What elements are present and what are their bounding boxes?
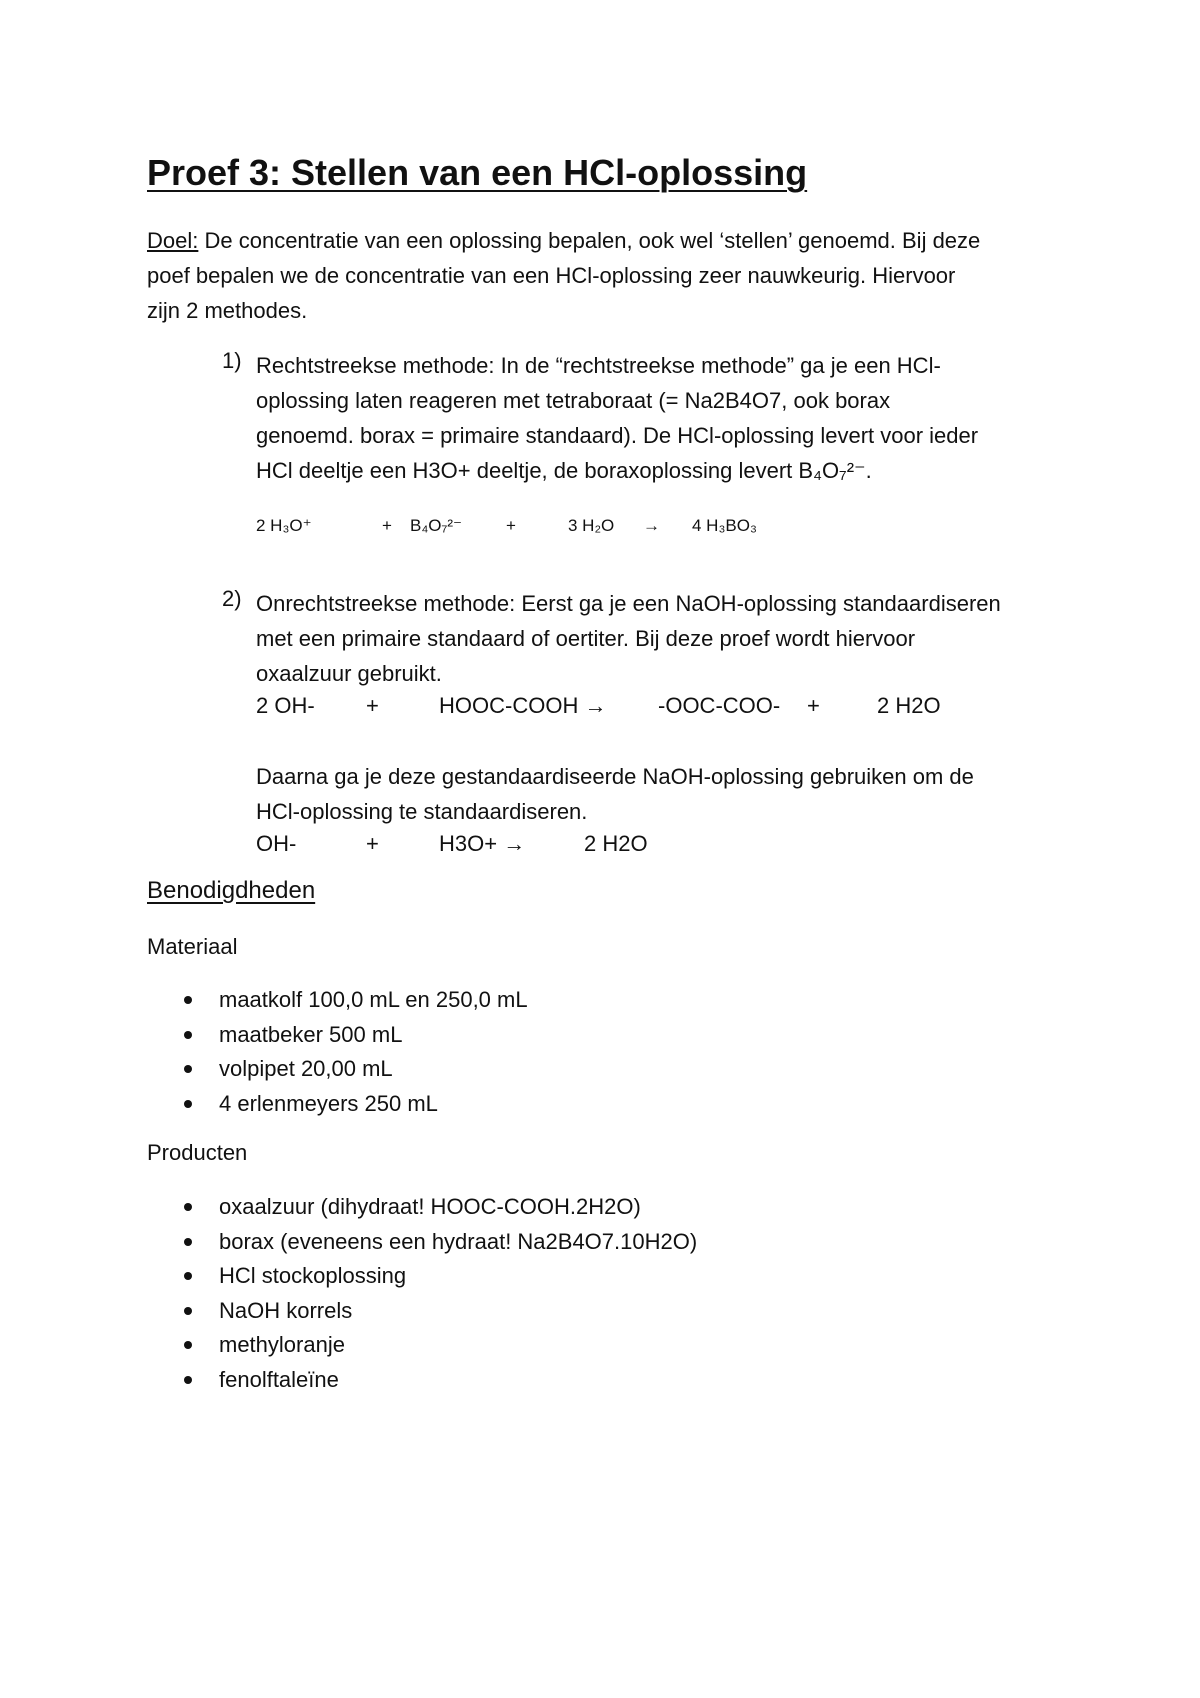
method2-followup-line-1: Daarna ga je deze gestandaardiseerde NaOH-oplossing gebruiken om de [256,764,974,789]
method1-line-1: Rechtstreekse methode: In de “rechtstreekse methode” ga je een HCl- [256,353,941,378]
method1-line-2: oplossing laten reageren met tetraboraat (= Na2B4O7, ook borax [256,388,891,413]
list-item: volpipet 20,00 mL [147,1052,528,1087]
eq2-term-3: -OOC-COO- [658,693,781,718]
method2-number: 2) [222,586,242,611]
method2-line-2: met een primaire standaard of oertiter. Bij deze proef wordt hiervoor [256,626,916,651]
eq1-term-2: B₄O₇²⁻ [410,516,462,535]
equation-oxalic [256,693,1076,723]
benodigdheden-heading: Benodigdheden [147,877,316,904]
list-item: borax (eveneens een hydraat! Na2B4O7.10H2O) [147,1225,697,1260]
eq1-term-3: 3 H₂O [568,516,615,535]
equation-neutralisation [256,831,1076,861]
materiaal-list [147,983,528,1121]
eq1-term-4: 4 H₃BO₃ [692,516,757,535]
eq3-term-3: 2 H2O [584,831,648,856]
producten-list [147,1190,697,1397]
doel-line-3: zijn 2 methodes. [147,298,308,323]
list-item: fenolftaleïne [147,1363,697,1398]
eq2-plus-1: + [366,693,379,718]
method1-line-3: genoemd. borax = primaire standaard). De HCl-oplossing levert voor ieder [256,423,979,448]
eq1-arrow: → [643,516,660,535]
method1-line-4: HCl deeltje een H3O+ deeltje, de boraxoplossing levert B₄O₇²⁻. [256,458,872,483]
list-item: oxaalzuur (dihydraat! HOOC-COOH.2H2O) [147,1190,697,1225]
method2-line-1: Onrechtstreekse methode: Eerst ga je een NaOH-oplossing standaardiseren [256,591,1001,616]
doel-paragraph [147,223,1067,328]
doel-line-1 [147,223,1067,258]
list-item: maatkolf 100,0 mL en 250,0 mL [147,983,528,1018]
eq2-term-2: HOOC-COOH → [439,693,607,718]
doel-line-2: poef bepalen we de concentratie van een HCl-oplossing zeer nauwkeurig. Hiervoor [147,263,956,288]
method2-followup-line-2: HCl-oplossing te standaardiseren. [256,799,588,824]
method2-line-3: oxaalzuur gebruikt. [256,661,442,686]
eq2-plus-2: + [807,693,820,718]
doel-text-1: De concentratie van een oplossing bepalen, ook wel ‘stellen’ genoemd. Bij deze [204,228,981,253]
doel-label: Doel: [147,228,199,253]
materiaal-heading: Materiaal [147,934,238,959]
producten-heading: Producten [147,1140,248,1165]
eq3-term-2: H3O+ → [439,831,526,856]
list-item: HCl stockoplossing [147,1259,697,1294]
eq1-plus-2: + [506,516,516,535]
method1-text [256,348,1076,488]
page-title: Proef 3: Stellen van een HCl-oplossing [147,152,808,193]
list-item: maatbeker 500 mL [147,1018,528,1053]
list-item: methyloranje [147,1328,697,1363]
list-item: 4 erlenmeyers 250 mL [147,1087,528,1122]
eq3-term-1: OH- [256,831,297,856]
eq3-plus: + [366,831,379,856]
list-item: NaOH korrels [147,1294,697,1329]
equation-borax [256,516,1076,546]
eq1-term-1: 2 H₃O⁺ [256,516,312,535]
method1-number: 1) [222,348,242,373]
eq2-term-1: 2 OH- [256,693,315,718]
eq1-plus-1: + [382,516,392,535]
eq2-term-4: 2 H2O [877,693,941,718]
method2-followup [256,759,1076,829]
method2-text [256,586,1076,691]
